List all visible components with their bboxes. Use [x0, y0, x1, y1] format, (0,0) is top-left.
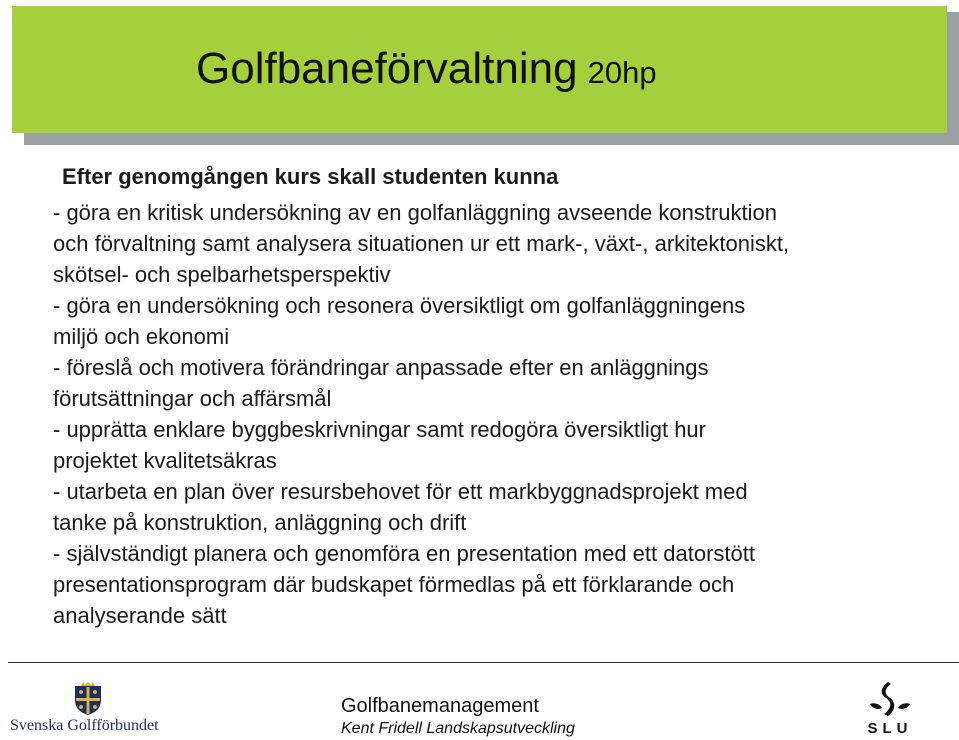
objective-line: förutsättningar och affärsmål [53, 386, 332, 411]
slide-title-main: Golfbaneförvaltning [196, 44, 578, 93]
footer-credits [341, 694, 575, 740]
objective-line: - göra en kritisk undersökning av en golfanläggning avseende konstruktion [53, 200, 778, 225]
svenska-golfforbundet-wordmark: Svenska Golfförbundet [10, 717, 159, 734]
footer-course-name: Golfbanemanagement [341, 695, 539, 717]
objective-line: analyserande sätt [53, 603, 227, 628]
objective-line: - göra en undersökning och resonera översiktligt om golfanläggningens [53, 293, 746, 318]
objective-line: skötsel- och spelbarhetsperspektiv [53, 262, 391, 287]
objective-line: projektet kvalitetsäkras [53, 448, 277, 473]
slu-emblem-icon [858, 680, 922, 720]
objective-line: - upprätta enklare byggbeskrivningar samt redogöra översiktligt hur [53, 417, 706, 442]
objective-line: miljö och ekonomi [53, 324, 230, 349]
objective-line: - föreslå och motivera förändringar anpassade efter en anläggnings [53, 355, 709, 380]
crest-icon [73, 682, 103, 716]
slu-logo [858, 680, 922, 738]
objective-line: - utarbeta en plan över resursbehovet för ett markbyggnadsprojekt med [53, 479, 748, 504]
objective-line: och förvaltning samt analysera situationen ur ett mark-, växt-, arkitektoniskt, [53, 231, 790, 256]
objective-line: presentationsprogram där budskapet förmedlas på ett förklarande och [53, 572, 735, 597]
slu-wordmark: SLU [867, 720, 913, 737]
objective-line: tanke på konstruktion, anläggning och drift [53, 510, 467, 535]
footer-divider [8, 662, 959, 663]
svenska-golfforbundet-logo [10, 682, 160, 740]
slide-title-credits: 20hp [587, 55, 657, 90]
objectives-heading: Efter genomgången kurs skall studenten kunna [62, 164, 559, 189]
objective-line: - självständigt planera och genomföra en presentation med ett datorstött [53, 541, 755, 566]
footer-author: Kent Fridell Landskapsutveckling [341, 720, 575, 737]
